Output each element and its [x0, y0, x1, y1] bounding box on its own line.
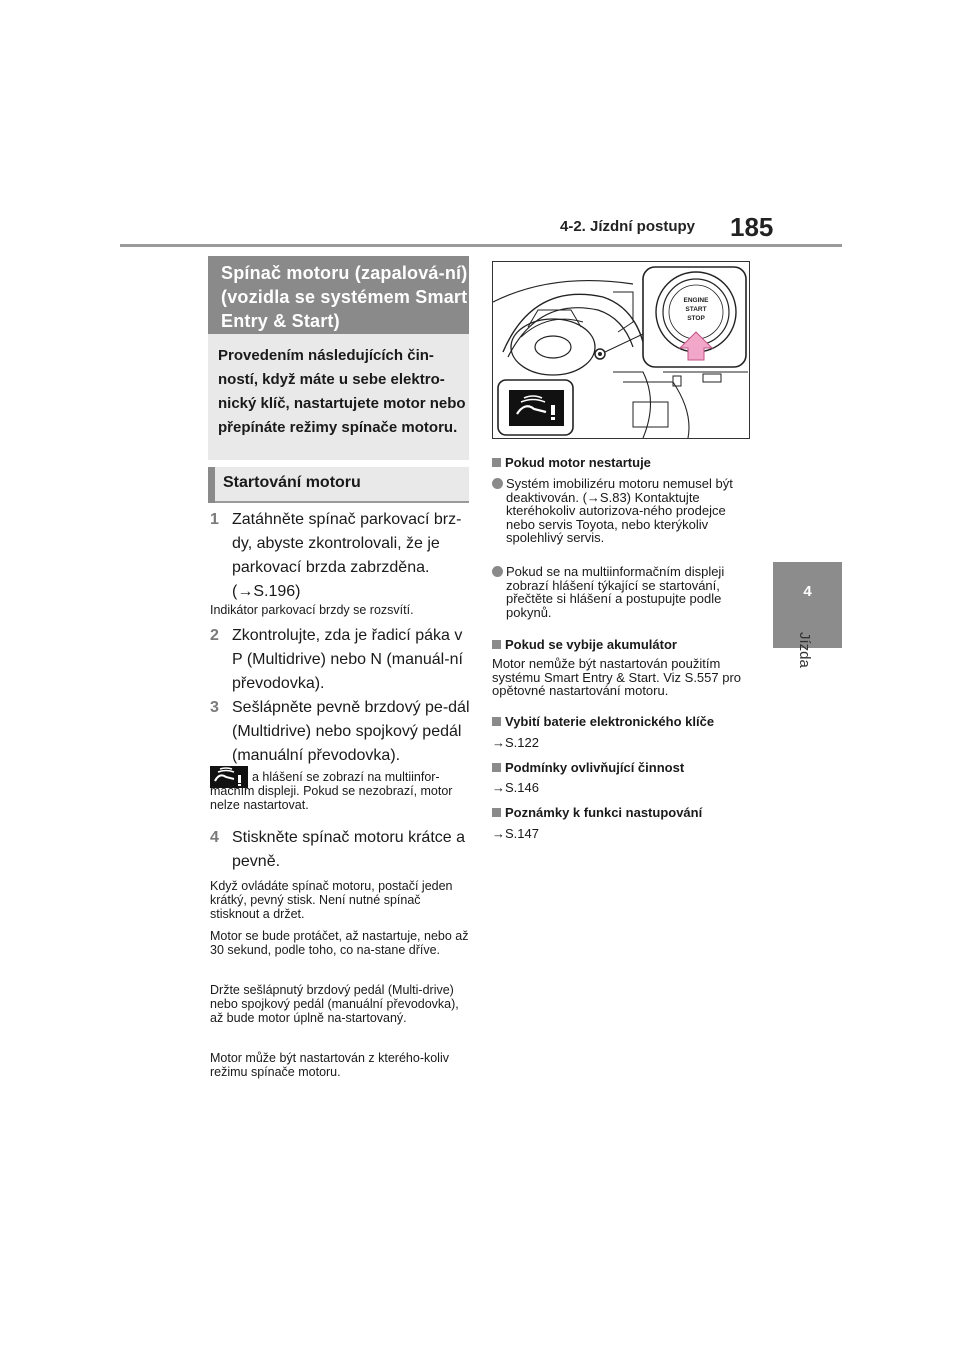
step-4-note-b: Motor se bude protáčet, až nastartuje, nebo až 30 sekund, podle toho, co na-stane dříve. — [210, 929, 469, 957]
step-number: 2 — [210, 627, 219, 644]
chapter-tab-label-wrap — [785, 632, 825, 672]
step-number: 3 — [210, 699, 219, 716]
square-bullet-icon — [492, 640, 501, 649]
step-4-note-a: Když ovládáte spínač motoru, postačí jeden krátký, pevný stisk. Není nutné spínač stisknout a držet. — [210, 879, 453, 921]
heading-operating-conditions: Podmínky ovlivňující činnost — [492, 760, 752, 775]
step-3 — [210, 696, 472, 768]
heading-battery-discharged: Pokud se vybije akumulátor — [492, 637, 752, 652]
chapter-tab-number: 4 — [803, 583, 812, 600]
step-text: Sešlápněte pevně brzdový pe-dál (Multidrive) nebo spojkový pedál (manuální převodovka). — [232, 699, 470, 764]
step-4-note-c: Držte sešlápnutý brzdový pedál (Multi-drive) nebo spojkový pedál (manuální převodovka), až bude motor úplně na-startovaný. — [210, 983, 459, 1025]
engine-button-line-2: START — [685, 306, 707, 313]
section-title: Spínač motoru (zapalová-ní) (vozidla se systémem Smart Entry & Start) — [221, 263, 468, 331]
section-header: 4-2. Jízdní postupy — [560, 218, 696, 235]
step-4-note-d: Motor může být nastartován z kterého-koliv režimu spínače motoru. — [210, 1051, 449, 1079]
operating-conditions-ref: →S.146 — [492, 780, 539, 795]
heading-entry-notes: Poznámky k funkci nastupování — [492, 805, 752, 820]
engine-button-line-1: ENGINE — [683, 297, 709, 304]
step-text: Stiskněte spínač motoru krátce a pevně. — [232, 829, 465, 870]
square-bullet-icon — [492, 717, 501, 726]
heading-key-battery: Vybití baterie elektronického klíče — [492, 714, 752, 729]
step-1-note: Indikátor parkovací brzdy se rozsvítí. — [210, 603, 414, 617]
entry-notes-ref: →S.147 — [492, 826, 539, 841]
step-number: 4 — [210, 829, 219, 846]
round-bullet-icon — [492, 478, 503, 489]
step-1 — [210, 508, 472, 604]
subsection-title: Startování motoru — [223, 474, 361, 491]
step-4 — [210, 826, 472, 874]
step-text: Zkontrolujte, zda je řadicí páka v P (Multidrive) nebo N (manuál-ní převodovka). — [232, 627, 463, 692]
round-bullet-icon — [492, 566, 503, 577]
bullet-multiinfo-message: Pokud se na multiinformačním displeji zobrazí hlášení týkající se startování, přečtěte si hlášení a postupujte podle pokynů. — [492, 565, 752, 619]
step-2 — [210, 624, 472, 696]
engine-switch-illustration — [492, 261, 750, 439]
page-number: 185 — [730, 212, 774, 242]
square-bullet-icon — [492, 808, 501, 817]
engine-button-line-3: STOP — [687, 315, 705, 322]
square-bullet-icon — [492, 763, 501, 772]
step-number: 1 — [210, 511, 219, 528]
key-battery-ref: →S.122 — [492, 735, 539, 750]
header-divider — [120, 244, 842, 247]
chapter-tab-label: Jízda — [796, 632, 813, 668]
step-text: Zatáhněte spínač parkovací brz-dy, abyste zkontrolovali, že je parkovací brzda zabrzděna. (→S.196) — [232, 511, 462, 600]
battery-discharged-text: Motor nemůže být nastartován použitím systému Smart Entry & Start. Viz S.557 pro opětovné nastartování motoru. — [492, 656, 742, 698]
heading-engine-not-starting: Pokud motor nestartuje — [492, 455, 752, 470]
intro-text: Provedením následujících čin-ností, když máte u sebe elektro-nický klíč, nastartujete motor nebo přepínáte režimy spínače motoru. — [218, 347, 466, 436]
bullet-immobilizer: Systém imobilizéru motoru nemusel být deaktivován. (→S.83) Kontaktujte kteréhokoliv autorizova-ného prodejce nebo servis Toyota, nebo kterýkoliv spolehlivý servis. — [492, 477, 752, 545]
subsection-accent — [208, 467, 215, 503]
step-3-note: a hlášení se zobrazí na multiinfor-mačním displeji. Pokud se nezobrazí, motor nelze nastartovat. — [210, 770, 453, 812]
square-bullet-icon — [492, 458, 501, 467]
